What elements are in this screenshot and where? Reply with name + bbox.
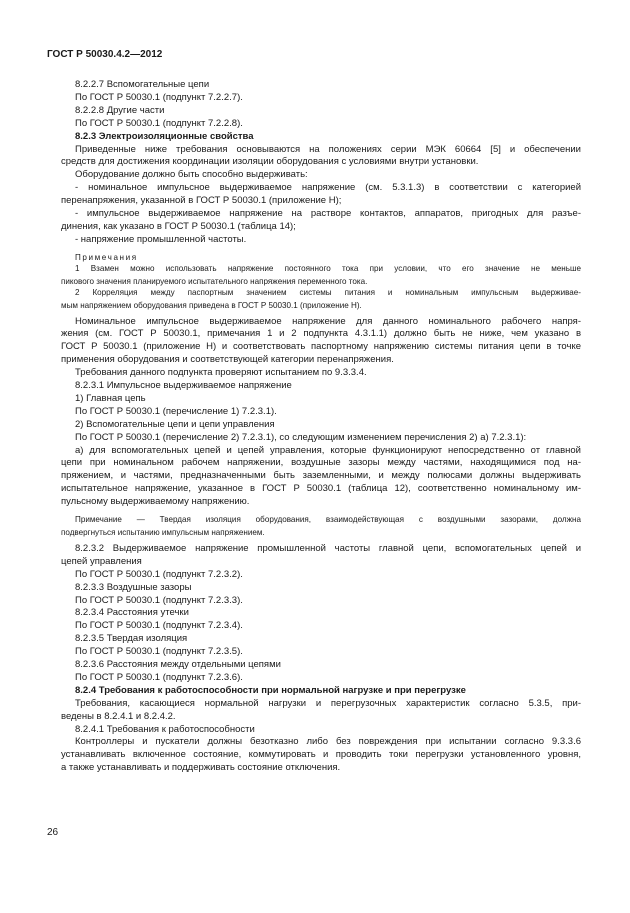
text-line: пульсному выдерживаемому напряжению.	[61, 496, 250, 508]
text-line: Требования, касающиеся нормальной нагрузки и перегрузочных характеристик согласно 5.3.5, при-	[75, 697, 581, 709]
text-line: По ГОСТ Р 50030.1 (подпункт 7.2.3.6).	[75, 671, 243, 683]
text-line: 8.2.3.1 Импульсное выдерживаемое напряжение	[75, 380, 292, 391]
text-line: подвергнуться испытанию импульсным напряжением.	[61, 527, 265, 537]
text-line: 8.2.3.4 Расстояния утечки	[75, 607, 189, 619]
text-line: - напряжение промышленной частоты.	[75, 233, 247, 245]
text-line: ГОСТ Р 50030.1 (приложение Н) и соответствовать паспортному напряжению системы питания цепи в точке	[61, 341, 581, 353]
text-line: Оборудование должно быть способно выдерживать:	[75, 169, 308, 181]
text-line: перенапряжения, указанной в ГОСТ Р 50030.1 (приложение Н);	[61, 195, 342, 207]
text-line: По ГОСТ Р 50030.1 (подпункт 7.2.3.4).	[75, 620, 243, 632]
text-line: По ГОСТ Р 50030.1 (подпункт 7.2.3.5).	[75, 646, 243, 658]
document-header: ГОСТ Р 50030.4.2—2012	[47, 49, 163, 60]
text-line: цепи при номинальном рабочем напряжении, воздушные зазоры между частями, находящимися под на-	[61, 457, 581, 469]
text-line: По ГОСТ Р 50030.1 (подпункт 7.2.3.3).	[75, 594, 243, 606]
text-line: Требования данного подпункта проверяют испытанием по 9.3.3.4.	[75, 367, 367, 379]
text-line: 8.2.3 Электроизоляционные свойства	[75, 130, 254, 142]
text-line: - импульсное выдерживаемое напряжение на растворе контактов, аппаратов, пригодных для разъе-	[75, 208, 581, 220]
text-line: 8.2.4.1 Требования к работоспособности	[75, 723, 255, 735]
text-line: Примечания	[75, 252, 138, 262]
text-line: - номинальное импульсное выдерживаемое напряжение (см. 5.3.1.3) в соответствии с категорией	[75, 182, 581, 194]
text-line: 1 Взамен можно использовать напряжение постоянного тока при условии, что его значение не меньше	[75, 263, 581, 273]
text-line: По ГОСТ Р 50030.1 (перечисление 1) 7.2.3.1).	[75, 405, 277, 417]
text-line: цепей управления	[61, 555, 142, 567]
text-line: По ГОСТ Р 50030.1 (подпункт 7.2.3.2).	[75, 568, 243, 580]
text-line: а) для вспомогательных цепей и цепей управления, которые функционируют непосредственно от главной	[75, 444, 581, 456]
text-line: По ГОСТ Р 50030.1 (перечисление 2) 7.2.3.1), со следующим изменением перечисления 2) а) 7.2.3.1):	[75, 431, 527, 443]
text-line: применения оборудования и соответствующей категории перенапряжения.	[61, 354, 394, 366]
text-line: 8.2.3.5 Твердая изоляция	[75, 633, 188, 645]
text-line: По ГОСТ Р 50030.1 (подпункт 7.2.2.8).	[75, 117, 243, 129]
text-line: 8.2.4 Требования к работоспособности при нормальной нагрузке и при перегрузке	[75, 684, 466, 696]
text-line: ведены в 8.2.4.1 и 8.2.4.2.	[61, 710, 176, 722]
text-line: 8.2.3.6 Расстояния между отдельными цепями	[75, 659, 281, 671]
page-number: 26	[47, 827, 59, 838]
text-line: 2) Вспомогательные цепи и цепи управления	[75, 418, 275, 430]
text-line: 8.2.2.8 Другие части	[75, 104, 165, 116]
text-line: 2 Корреляция между паспортным значением системы питания и номинальным импульсным выдерживае-	[75, 287, 581, 297]
text-line: 8.2.3.2 Выдерживаемое напряжение промышленной частоты главной цепи, вспомогательных цепей и	[75, 542, 581, 554]
text-line: По ГОСТ Р 50030.1 (подпункт 7.2.2.7).	[75, 91, 243, 103]
text-line: жения (см. ГОСТ Р 50030.1, примечания 1 и 2 подпункта 4.3.1.1) должно быть не ниже, чем указано в	[61, 328, 581, 340]
text-line: 8.2.3.3 Воздушные зазоры	[75, 581, 192, 593]
text-line: пряжением, и частями, предназначенными быть заземленными, и между полюсами должны выдерживать	[61, 470, 581, 482]
text-line: мым напряжением оборудования приведена в ГОСТ Р 50030.1 (приложение Н).	[61, 300, 362, 310]
text-line: средств для достижения координации изоляции оборудования с условиями внутри установки.	[61, 156, 479, 168]
text-line: пикового значения планируемого испытательного напряжения переменного тока.	[61, 276, 368, 286]
text-line: Контроллеры и пускатели должны безотказно либо без повреждения при испытании согласно 9.3.3.6	[75, 736, 581, 748]
text-line: Примечание — Твердая изоляция оборудования, взаимодействующая с воздушными зазорами, должна	[75, 515, 581, 524]
text-line: а также устанавливать и поддерживать состояние отключения.	[61, 762, 341, 774]
text-line: 1) Главная цепь	[75, 392, 146, 404]
text-line: Приведенные ниже требования основываются на положениях серии МЭК 60664 [5] и обеспечении	[75, 143, 581, 155]
text-line: устанавливать включенное состояние, коммутировать и проводить токи перегрузки установленного уровня,	[61, 749, 581, 761]
text-line: 8.2.2.7 Вспомогательные цепи	[75, 79, 210, 90]
document-body	[61, 79, 581, 775]
text-line: Номинальное импульсное выдерживаемое напряжение для данного номинального рабочего напря-	[75, 315, 581, 327]
text-line: испытательное напряжение, указанное в ГОСТ Р 50030.1 (таблица 12), соответственно номинальному им-	[61, 483, 581, 495]
text-line: динения, как указано в ГОСТ Р 50030.1 (таблица 14);	[61, 220, 296, 232]
